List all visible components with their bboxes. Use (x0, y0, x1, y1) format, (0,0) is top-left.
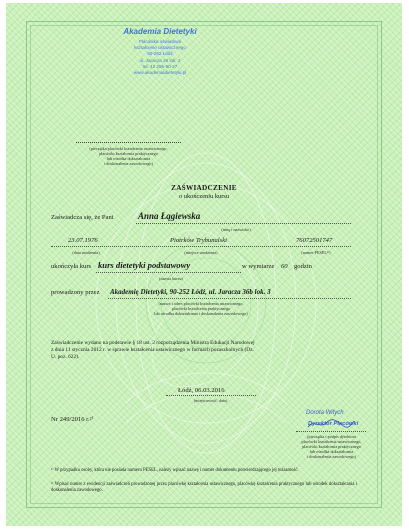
pesel-number: 76072501747 (296, 237, 333, 244)
place-date-dotted-line (166, 395, 256, 396)
hours-value: 60 (281, 263, 288, 270)
provider-dotted-line (108, 298, 351, 299)
handwritten-signature (306, 417, 359, 431)
birth-place-caption: (miejsce urodzenia) (184, 250, 218, 255)
footnote-2: ²⁾ Wpisać numer z ewidencji zaświadczeń prowadzonej przez placówkę kształcenia ustawicznego, placówkę kształcenia praktycznego lub ośrodek dokształcania i doskonalenia zawodowego. (51, 482, 357, 493)
course-name: kurs dietetyki podstawowy (98, 260, 191, 270)
birth-date-caption: (data urodzenia) (72, 250, 100, 255)
hours-prefix: w wymiarze (242, 263, 275, 270)
stamp-dotted-line (76, 142, 181, 143)
completed-prefix: ukończyła kurs (51, 263, 92, 270)
stamp-line: 90-252 Łódź (147, 51, 173, 57)
place-date: Łódź, 06.03.2016 (178, 387, 225, 394)
legal-basis: Zaświadczenie wydano na podstawie § 18 ust. 2 rozporządzenia Ministra Edukacji Narodowej z dnia 11 stycznia 2012 r. w sprawie kształcenia ustawicznego w formach pozaszkolnych (Dz. U. poz. 622). (51, 340, 255, 360)
name-dotted-line (136, 223, 351, 224)
stamp-line: www.akademiadietetyki.pl (133, 70, 187, 76)
conducted-prefix: prowadzony przez (51, 289, 100, 296)
signature-name: Dorota Witych (306, 410, 344, 416)
birth-dotted-line (51, 246, 351, 247)
certificate-title: ZAŚWIADCZENIE (171, 184, 237, 192)
stamp-line: kształcenie ustawicznego (134, 45, 186, 51)
signature-role: Dyrektor Placówki (308, 421, 359, 427)
certificate-number: Nr 249/2016 r.²⁾ (51, 416, 94, 423)
person-name: Anna Łągiewska (138, 211, 201, 221)
signature-dotted-line (296, 431, 366, 432)
provider-caption: (nazwa i adres placówki kształcenia ustawicznego, placówki kształcenia praktycznego lub ośrodka dokształcania i doskonalenia zawodowego) (154, 301, 248, 316)
certifies-prefix: Zaświadcza się, że Pani (51, 214, 114, 221)
footnote-1: ¹⁾ W przypadku osoby, która nie posiada numeru PESEL, należy wpisać nazwę i numer dokumentu potwierdzającego jej tożsamość. (51, 468, 299, 473)
hours-suffix: godzin (294, 263, 312, 270)
birth-place: Piotrków Trybunalski (170, 237, 227, 244)
provider-name: Akademię Dietetyki, 90-252 Łódź, ul. Jaracza 36b lok. 3 (110, 288, 271, 296)
issuer-stamp (106, 27, 214, 139)
certificate-sheet (6, 3, 402, 526)
stamp-line: Placówka oświatowa (138, 39, 182, 44)
place-date-caption: (miejscowość, data) (193, 398, 228, 403)
signature-caption: (pieczątka i podpis dyrektora placówki kształcenia ustawicznego, placówki kształcenia praktycznego lub ośrodka dokształcania i doskonalenia zawodowego) (301, 434, 362, 459)
certificate-subtitle: o ukończeniu kursu (178, 193, 230, 200)
stamp-line: ul. Jaracza 36 lok. 3 (139, 57, 181, 63)
birth-date: 23.07.1976 (68, 237, 98, 244)
pesel-caption: (numer PESEL¹⁾) (301, 250, 331, 255)
name-caption: (imię i nazwisko) (221, 227, 251, 232)
stamp-logo: Akademia Dietetyki (123, 27, 197, 36)
stamp-line: tel. 42 255-90-27 (142, 63, 178, 69)
course-caption: (nazwa kursu) (159, 276, 183, 281)
course-dotted-line (96, 272, 241, 273)
issuer-caption: (pieczątka placówki kształcenia ustawicznego, placówki kształcenia praktycznego lub ośrodka dokształcania i doskonalenia zawodowego) (89, 146, 168, 166)
